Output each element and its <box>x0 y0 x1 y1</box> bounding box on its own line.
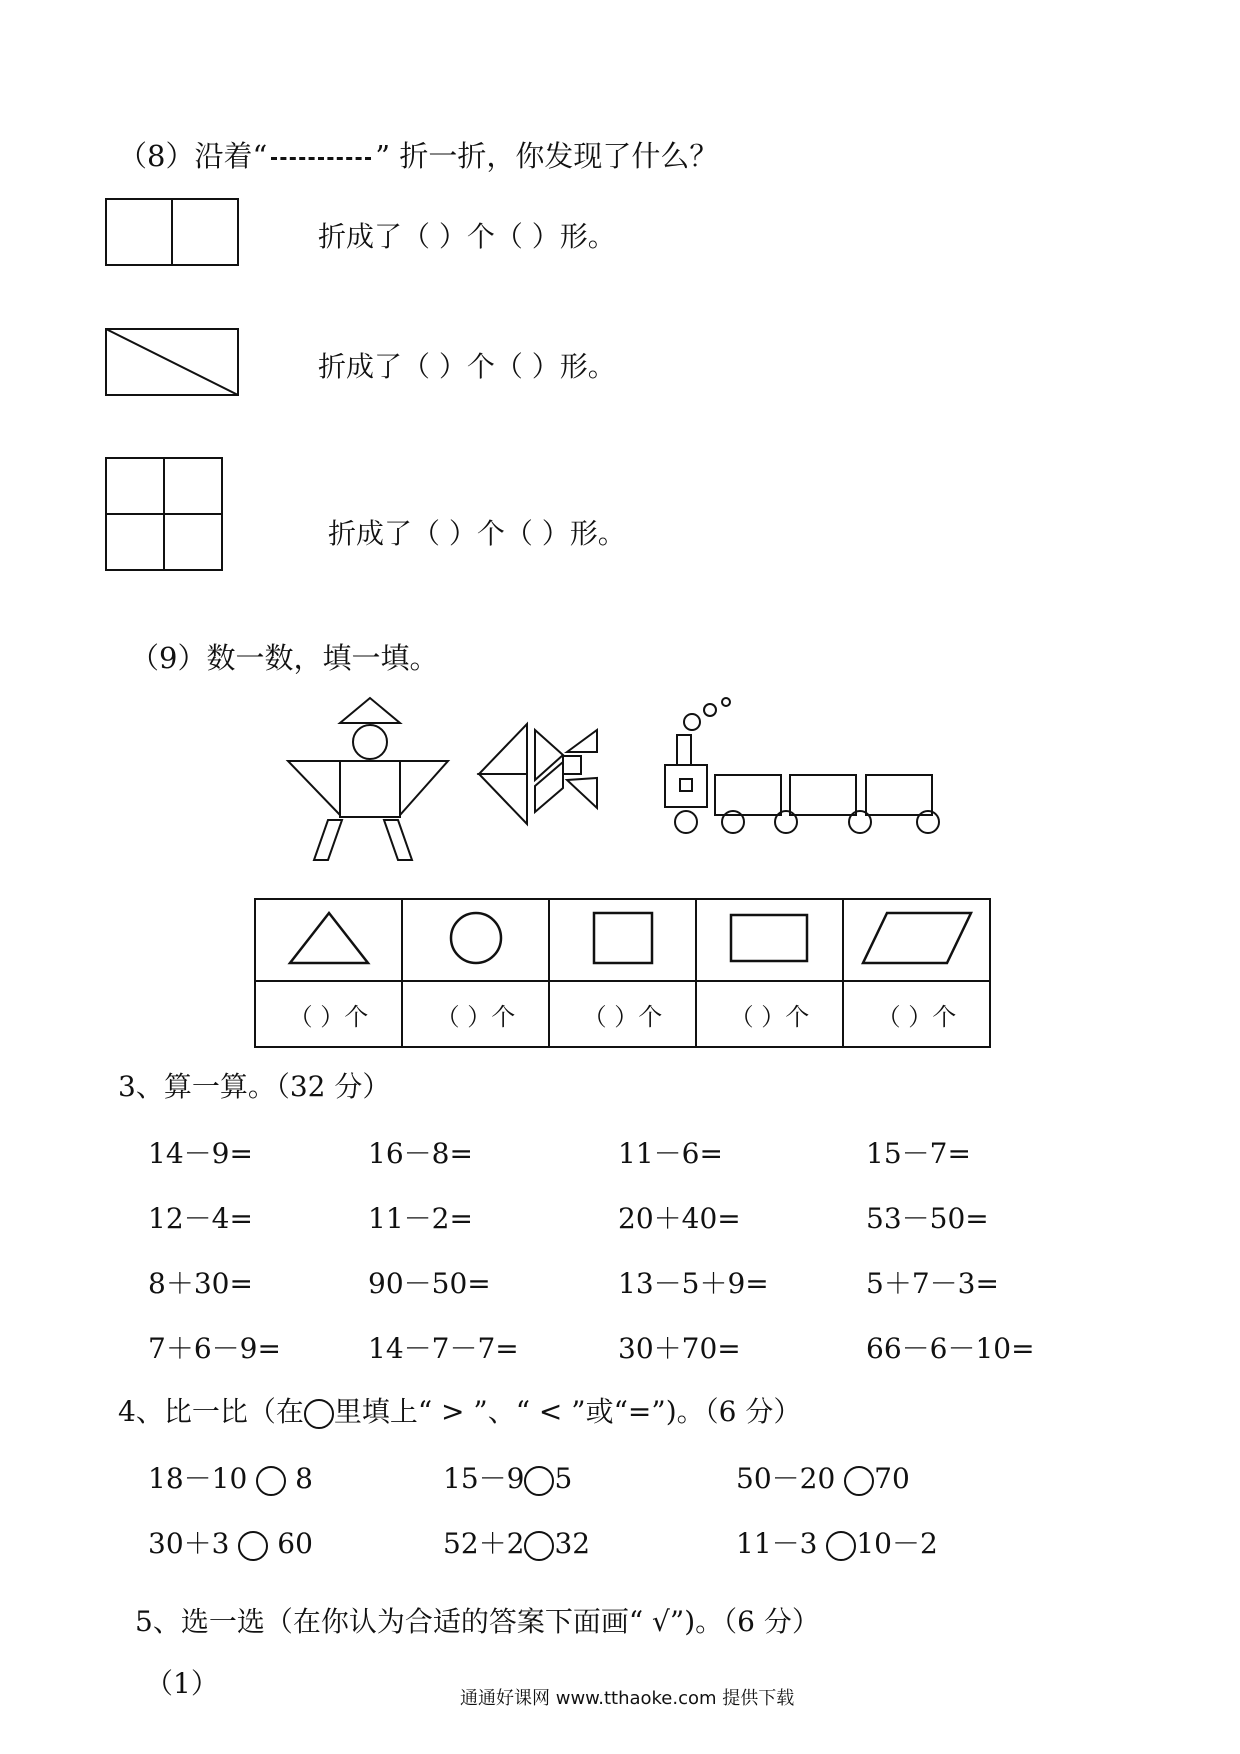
calc-item: 16－8= <box>368 1137 473 1170</box>
calc-item: 53－50= <box>866 1202 989 1235</box>
calc-item: 66－6－10= <box>866 1332 1035 1365</box>
compare-circle[interactable] <box>238 1531 268 1561</box>
parallelogram-count[interactable]: （ ）个 <box>843 981 990 1047</box>
parallelogram-icon <box>857 907 977 969</box>
compare-item: 11－3 10－2 <box>736 1527 938 1560</box>
calc-item: 13－5＋9= <box>618 1267 769 1300</box>
folded-square-quarters-icon <box>105 457 225 573</box>
calc-item: 11－2= <box>368 1202 473 1235</box>
compare-item: 30＋3 60 <box>148 1527 313 1560</box>
calc-item: 11－6= <box>618 1137 723 1170</box>
compare-item: 52＋2 32 <box>443 1527 591 1560</box>
q8-answer-2: 折成了（ ）个（ ）形。 <box>318 350 616 383</box>
square-cell <box>549 899 696 981</box>
square-icon <box>578 907 668 969</box>
compare-item: 18－10 8 <box>148 1462 313 1495</box>
shape-train-figure <box>660 690 960 850</box>
circle-icon <box>304 1399 334 1429</box>
shape-person-figure <box>280 690 460 870</box>
calc-item: 20＋40= <box>618 1202 741 1235</box>
folded-rectangle-diagonal-icon <box>105 328 240 398</box>
q5-sub: （1） <box>145 1667 219 1700</box>
compare-circle[interactable] <box>826 1531 856 1561</box>
circle-cell <box>402 899 549 981</box>
compare-circle[interactable] <box>524 1466 554 1496</box>
rectangle-icon <box>725 907 815 969</box>
calc-item: 30＋70= <box>618 1332 741 1365</box>
q5-title: 5、选一选（在你认为合适的答案下面画“ √”)。（6 分） <box>135 1605 820 1638</box>
folded-rectangle-vertical-icon <box>105 198 240 268</box>
calc-item: 14－7－7= <box>368 1332 519 1365</box>
dashed-line-icon <box>271 157 371 160</box>
footer: 通通好课网 www.tthaoke.com 提供下载 <box>460 1688 795 1709</box>
calc-item: 14－9= <box>148 1137 253 1170</box>
calc-item: 5＋7－3= <box>866 1267 999 1300</box>
square-count[interactable]: （ ）个 <box>549 981 696 1047</box>
calc-item: 15－7= <box>866 1137 971 1170</box>
compare-circle[interactable] <box>524 1531 554 1561</box>
compare-item: 50－20 70 <box>736 1462 910 1495</box>
compare-item: 15－9 5 <box>443 1462 573 1495</box>
shape-count-table <box>254 898 991 1048</box>
shape-fish-figure <box>475 722 605 832</box>
q9-title: （9）数一数，填一填。 <box>130 641 439 675</box>
q8-answer-1: 折成了（ ）个（ ）形。 <box>318 220 616 253</box>
q4-title: 4、比一比（在 里填上“ > ”、“ < ”或“=”)。（6 分） <box>118 1395 802 1428</box>
triangle-cell <box>255 899 402 981</box>
calc-item: 90－50= <box>368 1267 491 1300</box>
q3-title: 3、算一算。（32 分） <box>118 1070 391 1103</box>
rectangle-count[interactable]: （ ）个 <box>696 981 843 1047</box>
rectangle-cell <box>696 899 843 981</box>
q8-answer-3: 折成了（ ）个（ ）形。 <box>328 517 626 550</box>
circle-icon <box>431 907 521 969</box>
parallelogram-cell <box>843 899 990 981</box>
calc-item: 7＋6－9= <box>148 1332 281 1365</box>
triangle-count[interactable]: （ ）个 <box>255 981 402 1047</box>
compare-circle[interactable] <box>844 1466 874 1496</box>
compare-circle[interactable] <box>256 1466 286 1496</box>
calc-item: 12－4= <box>148 1202 253 1235</box>
triangle-icon <box>284 907 374 969</box>
calc-item: 8＋30= <box>148 1267 253 1300</box>
circle-count[interactable]: （ ）个 <box>402 981 549 1047</box>
q8-title: （8）沿着“ ” 折一折，你发现了什么？ <box>118 139 719 173</box>
